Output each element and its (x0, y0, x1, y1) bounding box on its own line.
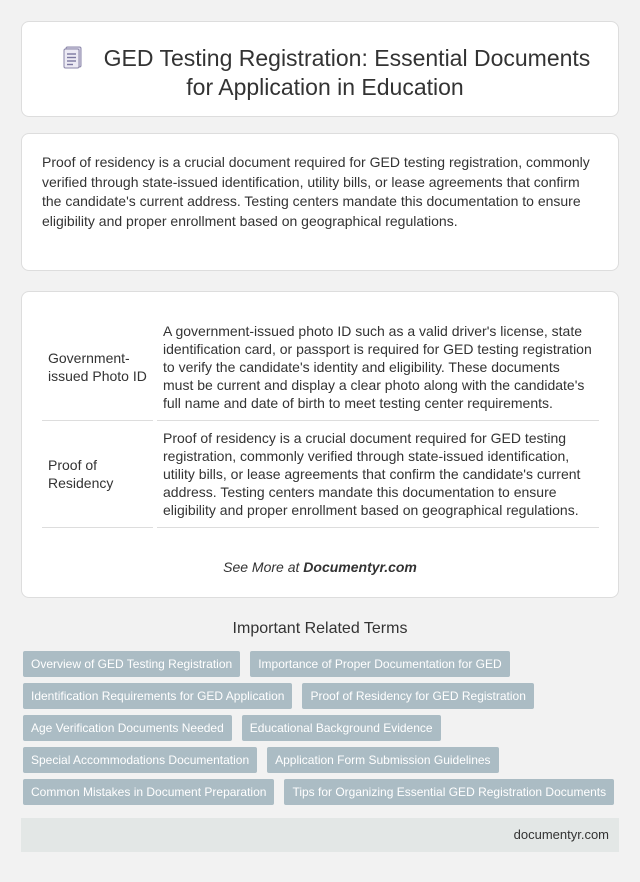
documents-table-card (21, 291, 619, 598)
intro-paragraph: Proof of residency is a crucial document required for GED testing registration, commonly verified through state-issued identification, utility bills, or lease agreements that confirm the candidate's current address. Testing centers mandate this documentation to ensure eligibility and proper enrollment based on geographical regulations. (42, 154, 590, 229)
related-terms-list (23, 651, 623, 811)
header-card (21, 21, 619, 117)
related-term-tag[interactable]: Age Verification Documents Needed (23, 715, 232, 741)
row-label: Proof of Residency (42, 421, 153, 528)
documents-table (42, 314, 599, 528)
row-label: Government-issued Photo ID (42, 314, 153, 421)
related-term-tag[interactable]: Special Accommodations Documentation (23, 747, 257, 773)
see-more-link[interactable] (22, 559, 618, 575)
related-term-tag[interactable]: Educational Background Evidence (242, 715, 441, 741)
see-more-prefix: See More at (223, 559, 304, 575)
related-term-tag[interactable]: Identification Requirements for GED Application (23, 683, 292, 709)
page-title: GED Testing Registration: Essential Documents for Application in Education (103, 45, 591, 100)
row-description: A government-issued photo ID such as a valid driver's license, state identification card, or passport is required for GED testing registration to verify the candidate's identity and eligibility. These documents must be current and display a clear photo along with the candidate's full name and date of birth to meet testing center requirements. (157, 314, 599, 421)
intro-card (21, 133, 619, 271)
table-row (42, 421, 599, 528)
tag-row (23, 651, 623, 677)
document-icon (60, 44, 86, 70)
related-term-tag[interactable]: Tips for Organizing Essential GED Registration Documents (284, 779, 614, 805)
related-term-tag[interactable]: Importance of Proper Documentation for GED (250, 651, 509, 677)
footer-site-link[interactable]: documentyr.com (513, 827, 609, 842)
table-row (42, 314, 599, 421)
see-more-site[interactable]: Documentyr.com (303, 559, 417, 575)
related-term-tag[interactable]: Overview of GED Testing Registration (23, 651, 240, 677)
footer (21, 818, 619, 852)
tag-row (23, 779, 623, 805)
related-term-tag[interactable]: Common Mistakes in Document Preparation (23, 779, 274, 805)
page-title-wrap (52, 44, 598, 102)
related-term-tag[interactable]: Proof of Residency for GED Registration (302, 683, 533, 709)
tag-row (23, 683, 623, 709)
tag-row (23, 715, 623, 741)
related-term-tag[interactable]: Application Form Submission Guidelines (267, 747, 498, 773)
row-description: Proof of residency is a crucial document required for GED testing registration, commonly verified through state-issued identification, utility bills, or lease agreements that confirm the candidate's current address. Testing centers mandate this documentation to ensure eligibility and proper enrollment based on geographical regulations. (157, 421, 599, 528)
related-terms-title: Important Related Terms (232, 620, 408, 637)
tag-row (23, 747, 623, 773)
